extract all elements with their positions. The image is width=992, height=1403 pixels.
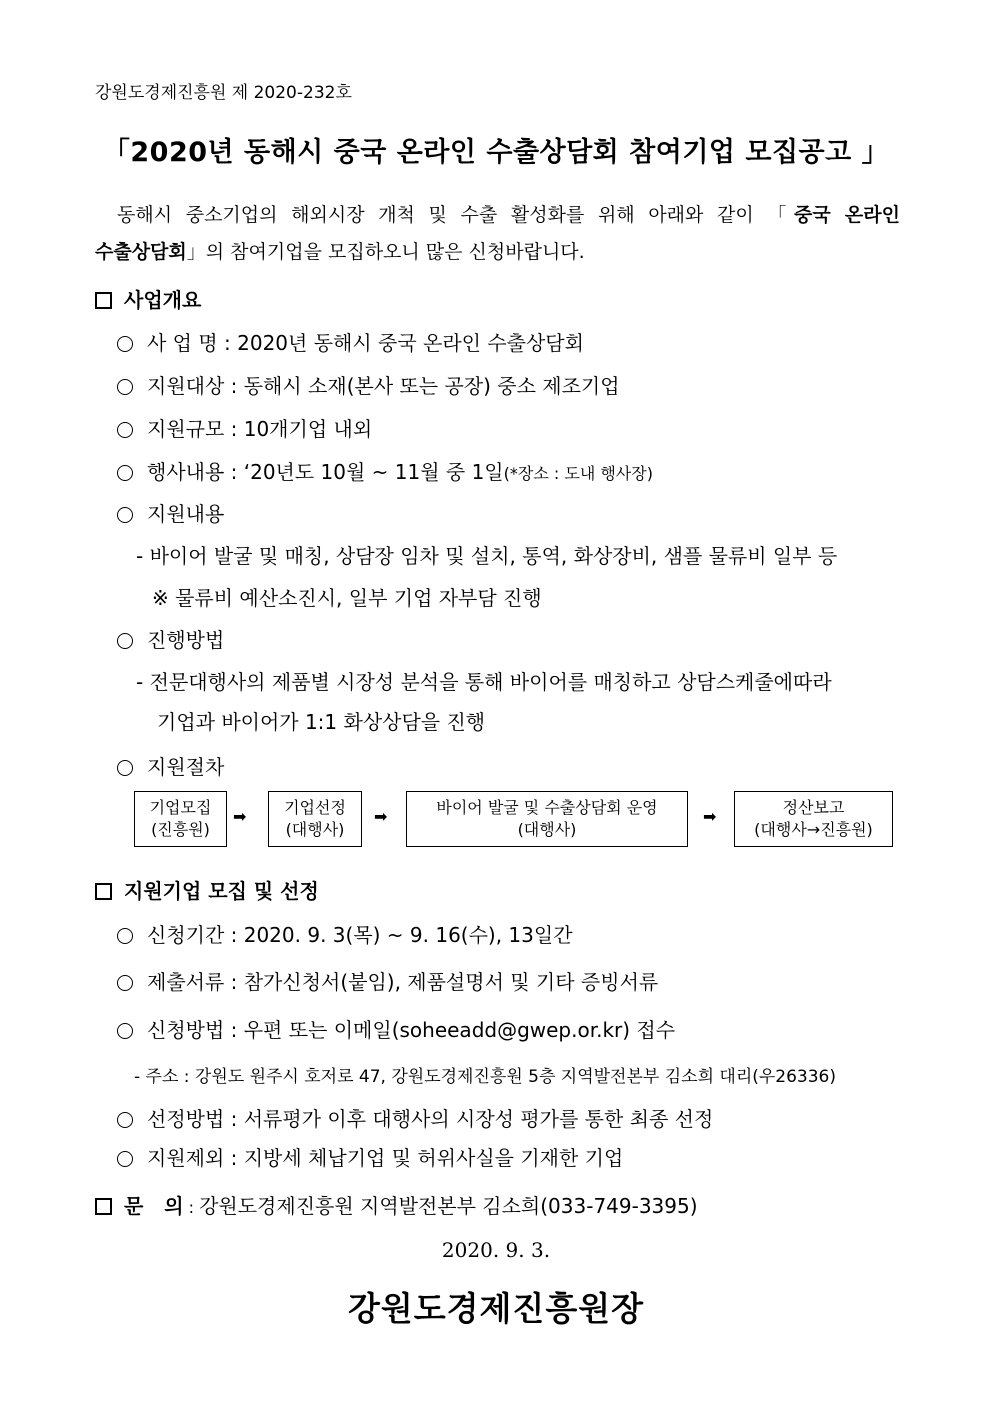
event-location-note: (*장소 : 도내 행사장) xyxy=(503,464,653,483)
circle-bullet-icon xyxy=(117,1112,133,1128)
recruit-item-apply: 신청방법 : 우편 또는 이메일(soheeadd@gwep.or.kr) 접수 xyxy=(117,1014,675,1043)
method-detail-line-2: 기업과 바이어가 1:1 화상상담을 진행 xyxy=(157,710,486,734)
square-bullet-icon xyxy=(95,1198,112,1215)
page-title: 「2020년 동해시 중국 온라인 수출상담회 참여기업 모집공고 」 xyxy=(102,137,890,168)
overview-item-name: 사 업 명 : 2020년 동해시 중국 온라인 수출상담회 xyxy=(117,327,584,356)
support-detail: - 바이어 발굴 및 매칭, 상담장 임차 및 설치, 통역, 화상장비, 샘플 물류비 일부 등 xyxy=(136,544,838,568)
overview-item-support: 지원내용 xyxy=(117,498,224,527)
recruit-item-selection: 선정방법 : 서류평가 이후 대행사의 시장성 평가를 통한 최종 선정 xyxy=(117,1103,713,1132)
announcement-date: 2020. 9. 3. xyxy=(441,1238,551,1262)
circle-bullet-icon xyxy=(117,379,133,395)
overview-item-method: 진행방법 xyxy=(117,624,224,653)
method-detail-line-1: - 전문대행사의 제품별 시장성 분석을 통해 바이어를 매칭하고 상담스케줄에따라 xyxy=(136,670,832,694)
flow-step-report: 정산보고 (대행사→진흥원) xyxy=(734,791,893,847)
issuer-signature: 강원도경제진흥원장 xyxy=(348,1289,644,1328)
recruit-item-period: 신청기간 : 2020. 9. 3(목) ~ 9. 16(수), 13일간 xyxy=(117,919,573,948)
circle-bullet-icon xyxy=(117,1023,133,1039)
circle-bullet-icon xyxy=(117,465,133,481)
square-bullet-icon xyxy=(95,292,112,309)
arrow-right-icon: ➡ xyxy=(374,807,388,826)
circle-bullet-icon xyxy=(117,928,133,944)
flow-step-operate: 바이어 발굴 및 수출상담회 운영 (대행사) xyxy=(406,791,688,847)
circle-bullet-icon xyxy=(117,1151,133,1167)
overview-item-scale: 지원규모 : 10개기업 내외 xyxy=(117,413,372,442)
circle-bullet-icon xyxy=(117,336,133,352)
overview-item-procedure: 지원절차 xyxy=(117,751,224,780)
circle-bullet-icon xyxy=(117,633,133,649)
overview-item-event: 행사내용 : ‘20년도 10월 ~ 11월 중 1일(*장소 : 도내 행사장) xyxy=(117,456,653,485)
document-number: 강원도경제진흥원 제 2020-232호 xyxy=(95,83,352,103)
flow-step-select: 기업선정 (대행사) xyxy=(268,791,362,847)
recruit-item-documents: 제출서류 : 참가신청서(붙임), 제품설명서 및 기타 증빙서류 xyxy=(117,966,658,995)
arrow-right-icon: ➡ xyxy=(233,807,247,826)
circle-bullet-icon xyxy=(117,507,133,523)
intro-line-1: 동해시 중소기업의 해외시장 개척 및 수출 활성화를 위해 아래와 같이 「중국 온라인 xyxy=(117,204,900,226)
section-recruit-select: 지원기업 모집 및 선정 xyxy=(95,875,319,904)
arrow-right-icon: ➡ xyxy=(703,807,717,826)
circle-bullet-icon xyxy=(117,422,133,438)
recruit-address: - 주소 : 강원도 원주시 호저로 47, 강원도경제진흥원 5층 지역발전본부 김소희 대리(우26336) xyxy=(134,1067,837,1087)
recruit-item-exclusion: 지원제외 : 지방세 체납기업 및 허위사실을 기재한 기업 xyxy=(117,1142,623,1171)
contact-info: 강원도경제진흥원 지역발전본부 김소희(033-749-3395) xyxy=(199,1194,698,1218)
circle-bullet-icon xyxy=(117,760,133,776)
square-bullet-icon xyxy=(95,883,112,900)
intro-paragraph xyxy=(95,197,900,271)
section-business-overview: 사업개요 xyxy=(95,284,201,313)
contact-line: 문 의 : 강원도경제진흥원 지역발전본부 김소희(033-749-3395) xyxy=(95,1190,698,1219)
intro-line-2: 수출상담회」의 참여기업을 모집하오니 많은 신청바랍니다. xyxy=(95,241,585,263)
support-note: ※ 물류비 예산소진시, 일부 기업 자부담 진행 xyxy=(152,586,542,610)
circle-bullet-icon xyxy=(117,975,133,991)
overview-item-target: 지원대상 : 동해시 소재(본사 또는 공장) 중소 제조기업 xyxy=(117,370,620,399)
flow-step-recruit: 기업모집 (진흥원) xyxy=(134,791,227,847)
